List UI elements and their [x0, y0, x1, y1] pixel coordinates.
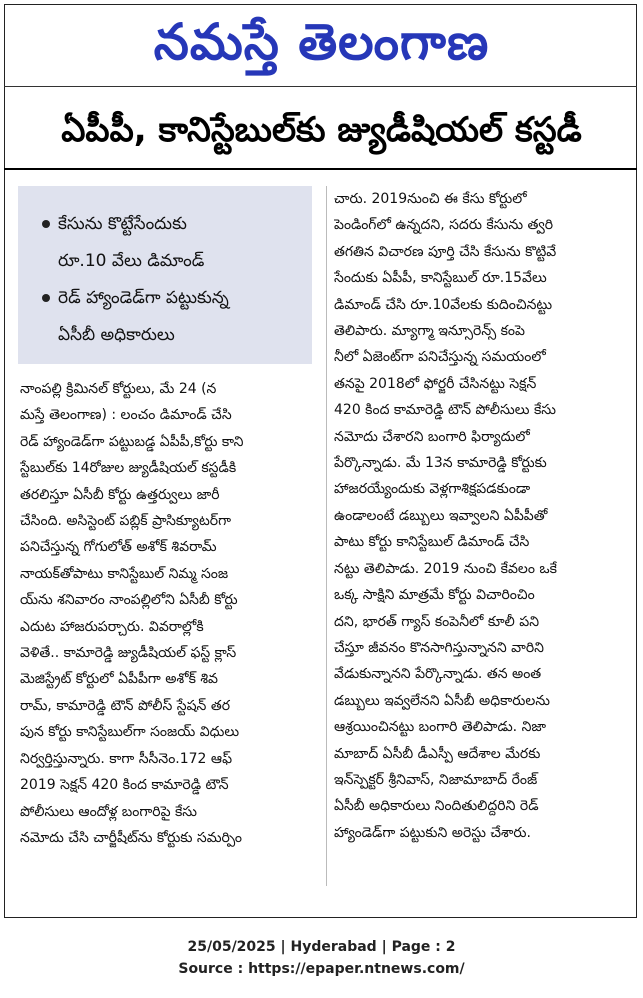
article-line: 2019 సెక్షన్ 420 కింద కామారెడ్డి టౌన్: [20, 777, 229, 794]
article-line: వేడుకున్నానని పేర్కొన్నాడు. తన అంత: [334, 666, 542, 683]
article-line: వెళితే.. కామారెడ్డి జ్యుడీషియల్ ఫస్ట్ క్లాస్: [20, 645, 237, 662]
masthead-divider: [4, 86, 637, 87]
article-line: స్టేబుల్‌కు 14రోజుల జ్యుడీషియల్ కస్టడీకి: [20, 460, 237, 477]
column-divider: [326, 186, 327, 886]
article-line: నాయక్‌తోపాటు కానిస్టేబుల్ నిమ్మ సంజ: [20, 565, 229, 582]
bullet-icon: [42, 220, 50, 228]
article-line: ఎదుట హాజరుపర్చారు. వివరాల్లోకి: [20, 618, 204, 635]
newspaper-masthead: నమస్తే తెలంగాణ: [153, 13, 490, 71]
article-line: ఆశ్రయించినట్టు బంగారి తెలిపాడు. నిజా: [334, 719, 547, 736]
article-line: పెండింగ్‌లో ఉన్నదని, సదరు కేసును త్వరి: [334, 217, 554, 234]
article-line: మస్తే తెలంగాణ) : లంచం డిమాండ్ చేసి: [20, 407, 232, 424]
article-line: దని, భారత్ గ్యాస్ కంపెనీలో కూలీ పని: [334, 613, 540, 630]
article-line: తనపై 2018లో ఫోర్జరీ చేసినట్టు సెక్షన్: [334, 375, 537, 392]
article-line: ఇన్‌స్పెక్టర్ శ్రీనివాస్, నిజామాబాద్ రేంజ్: [334, 771, 538, 788]
article-line: హ్యాండెడ్‌గా పట్టుకుని అరెస్టు చేశారు.: [334, 824, 531, 841]
article-line: తరలిస్తూ ఏసీబీ కోర్టు ఉత్తర్వులు జారీ: [20, 486, 220, 503]
highlight-line: రూ.10 వేలు డిమాండ్: [58, 251, 205, 271]
article-line: నమోదు చేసి చార్జీషీట్‌ను కోర్టుకు సమర్పిం: [20, 829, 243, 846]
bullet-icon: [42, 294, 50, 302]
source-link[interactable]: Source : https://epaper.ntnews.com/: [178, 961, 465, 977]
article-line: నిర్వర్తిస్తున్నారు. కాగా సీసీనెం.172 ఆఫ్: [20, 750, 233, 767]
article-line: మెజిస్ట్రేట్ కోర్టులో ఏపీపీగా అశోక్ శివ: [20, 671, 219, 688]
article-line: పేర్కొన్నాడు. మే 13న కామారెడ్డి కోర్టుకు: [334, 455, 547, 472]
article-line: నమోదు చేశారని బంగారి ఫిర్యాదులో: [334, 428, 530, 445]
page-footer: [0, 936, 643, 980]
article-line: పాటు కోర్టు కానిస్టేబుల్ డిమాండ్ చేసి: [334, 534, 530, 551]
article-line: మాబాద్ ఏసీబీ డీఎస్పీ ఆదేశాల మేరకు: [334, 745, 541, 762]
headline-divider: [4, 168, 637, 170]
article-line: చేసింది. అసిస్టెంట్ పబ్లిక్ ప్రాసిక్యూటర్‌గా: [20, 513, 231, 530]
article-line: 420 కింద కామారెడ్డి టౌన్ పోలీసులు కేసు: [334, 402, 556, 419]
article-line: చారు. 2019నుంచి ఈ కేసు కోర్టులో: [334, 191, 527, 207]
article-line: తగతిన విచారణ పూర్తి చేసి కేసును కొట్టివే: [334, 243, 557, 260]
article-line: ఉండాలంటే డబ్బులు ఇవ్వాలని ఏపీపీతో: [334, 507, 548, 524]
article-line: డబ్బులు ఇవ్వలేనని ఏసీబీ అధికారులను: [334, 692, 550, 709]
article-line: చేస్తూ జీవనం కొనసాగిస్తున్నానని వారిని: [334, 639, 544, 656]
edition-info: 25/05/2025 | Hyderabad | Page : 2: [187, 939, 456, 955]
article-line: పనిచేస్తున్న గోగులోత్ అశోక్ శివరామ్: [20, 539, 217, 556]
article-line: పున కోర్టు కానిస్టేబుల్‌గా సంజయ్ విధులు: [20, 724, 240, 741]
article-line: నట్టు తెలిపాడు. 2019 నుంచి కేవలం ఒకే: [334, 560, 557, 577]
highlight-line: ఏసీబీ అధికారులు: [58, 325, 175, 345]
article-line: డిమాండ్ చేసి రూ.10వేలకు కుదించినట్టు: [334, 296, 553, 313]
article-line: నాంపల్లి క్రిమినల్ కోర్టులు, మే 24 (న: [20, 381, 217, 397]
article-line: నీలో ఏజెంట్‌గా పనిచేస్తున్న సమయంలో: [334, 349, 546, 366]
article-line: రెడ్ హ్యాండెడ్‌గా పట్టుబడ్డ ఏపీపీ,కోర్టు కాని: [20, 433, 244, 450]
article-line: సేందుకు ఏపీపీ, కానిస్టేబుల్ రూ.15వేలు: [334, 270, 547, 287]
highlight-item: [44, 280, 302, 354]
highlight-line: రెడ్ హ్యాండెడ్‌గా పట్టుకున్న: [58, 288, 229, 308]
article-line: ఒక్క సాక్షిని మాత్రమే కోర్టు విచారించిం: [334, 587, 535, 604]
article-line: పోలీసులు ఆందోళ్ల బంగారిపై కేసు: [20, 803, 197, 820]
highlight-item: [44, 206, 302, 280]
article-line: తెలిపారు. మ్యాగ్మా ఇన్సూరెన్స్ కంపె: [334, 323, 525, 340]
article-column-right: [334, 186, 624, 846]
article-line: య్‌ను శనివారం నాంపల్లిలోని ఏసీబీ కోర్టు: [20, 592, 238, 609]
highlights-box: [18, 186, 312, 364]
article-headline: ఏపీపీ, కానిస్టేబుల్‌కు జ్యుడీషియల్ కస్టడీ: [61, 110, 582, 150]
article-line: ఏసీబీ అధికారులు నిందితులిద్దరిని రెడ్: [334, 798, 539, 815]
article-line: రామ్, కామారెడ్డి టౌన్ పోలీస్ స్టేషన్ తర: [20, 697, 231, 714]
highlight-line: కేసును కొట్టేసేందుకు: [58, 214, 187, 234]
article-column-left: [20, 376, 318, 851]
article-line: హాజరయ్యేందుకు వెళ్లగాశిక్షపడకుండా: [334, 481, 531, 498]
